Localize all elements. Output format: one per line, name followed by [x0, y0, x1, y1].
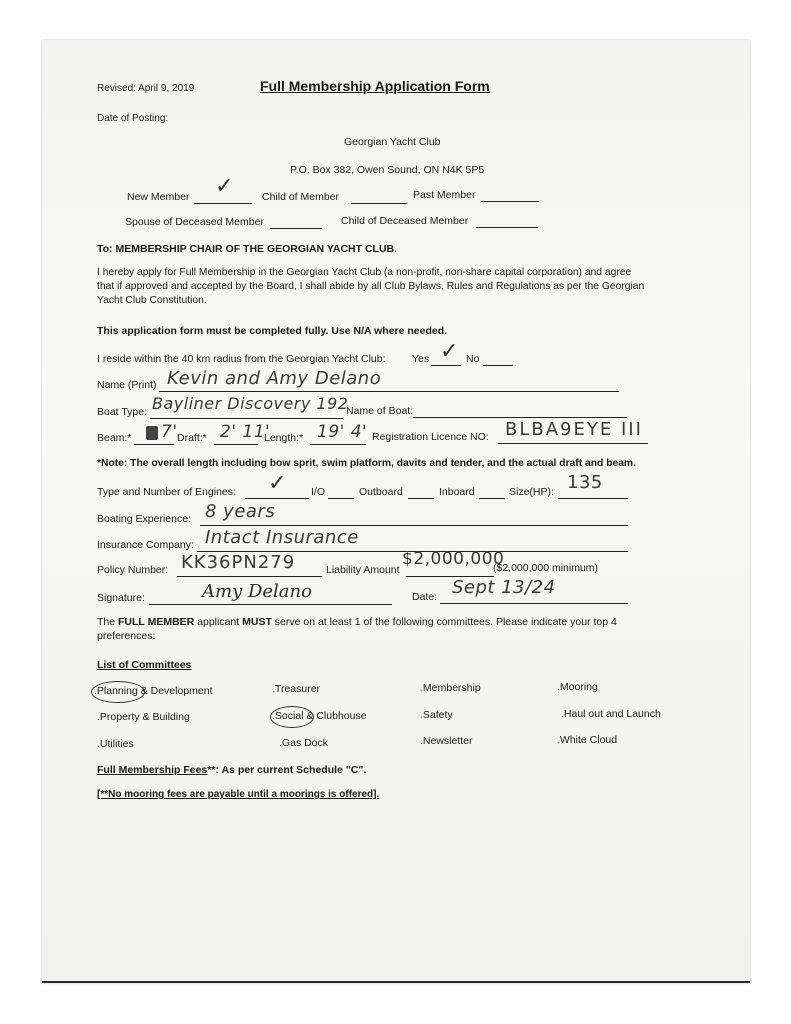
boat-type-value: Bayliner Discovery 192 [152, 394, 349, 413]
length-note: *Note: The overall length including bow sprit, swim platform, davits and tender, and the actual draft and beam. [97, 458, 636, 469]
signature-label: Signature: [97, 592, 145, 604]
engine-inboard-field[interactable] [479, 498, 505, 499]
boat-type-label: Boat Type: [97, 406, 148, 418]
committee-safety[interactable]: .Safety [420, 709, 453, 721]
child-of-deceased-field[interactable] [476, 227, 538, 228]
child-of-member-label: Child of Member [262, 191, 340, 203]
reside-no-label: No [466, 353, 480, 365]
policy-value: KK36PN279 [181, 552, 296, 573]
committee-newsletter[interactable]: .Newsletter [420, 735, 473, 747]
registration-value: BLBA9EYE III [505, 419, 643, 440]
length-value: 19' 4' [317, 422, 368, 442]
draft-value: 2' 11' [220, 422, 271, 442]
past-member-field[interactable] [481, 201, 539, 202]
club-name: Georgian Yacht Club [344, 136, 441, 148]
new-member-check-icon: ✓ [215, 173, 234, 198]
fees-line: Full Membership Fees**: As per current Schedule "C". [97, 764, 367, 776]
policy-label: Policy Number: [97, 564, 169, 576]
name-label: Name (Print) [97, 379, 157, 391]
form-title: Full Membership Application Form [260, 78, 490, 94]
intro-line-2: that if approved and accepted by the Board, I shall abide by all Club Bylaws, Rules and Regulations as per the Georgian [97, 281, 645, 292]
engine-size-value: 135 [567, 472, 603, 493]
experience-label: Boating Experience: [97, 513, 191, 525]
intro-line-1: I hereby apply for Full Membership in the Georgian Yacht Club (a non-profit, non-share capital corporation) and agree [97, 267, 632, 278]
engine-size-label: Size(HP): [509, 486, 554, 498]
new-member-label: New Member [127, 191, 190, 203]
signature-field[interactable] [149, 604, 392, 605]
committee-intro-line-2: preferences: [97, 630, 156, 642]
beam-value: 7' [161, 422, 178, 442]
committee-social[interactable]: .Social & Clubhouse [272, 710, 367, 722]
engines-check-icon: ✓ [268, 470, 287, 495]
committee-membership[interactable]: .Membership [420, 682, 481, 694]
engine-outboard-label: Outboard [359, 486, 403, 498]
policy-field[interactable] [177, 576, 322, 577]
draft-field[interactable] [214, 444, 258, 445]
liability-minimum: ($2,000,000 minimum) [493, 562, 599, 574]
beam-field[interactable] [134, 444, 174, 445]
length-field[interactable] [310, 444, 366, 445]
engines-label: Type and Number of Engines: [97, 486, 236, 498]
committee-property[interactable]: .Property & Building [97, 711, 190, 723]
committee-treasurer[interactable]: .Treasurer [272, 683, 321, 695]
engine-io-label: I/O [311, 486, 326, 498]
to-line: To: MEMBERSHIP CHAIR OF THE GEORGIAN YACHT CLUB. [97, 243, 398, 255]
engine-outboard-field[interactable] [408, 498, 434, 499]
name-field[interactable] [159, 391, 619, 392]
reside-label: I reside within the 40 km radius from the Georgian Yacht Club: [97, 353, 386, 365]
length-label: Length:* [264, 432, 304, 444]
boat-type-field[interactable] [150, 418, 343, 419]
spouse-of-deceased-field[interactable] [270, 228, 322, 229]
registration-field[interactable] [498, 443, 648, 444]
past-member-label: Past Member [413, 189, 476, 201]
reside-yes-field[interactable] [431, 365, 461, 366]
boat-name-label: Name of Boat: [346, 405, 414, 417]
name-value: Kevin and Amy Delano [167, 368, 382, 389]
new-member-field[interactable] [194, 203, 252, 204]
completion-note: This application form must be completed fully. Use N/A where needed. [97, 325, 448, 337]
insurance-value: Intact Insurance [205, 527, 359, 548]
engine-inboard-label: Inboard [439, 486, 475, 498]
scribble-mark [146, 426, 158, 440]
liability-value: $2,000,000 [402, 549, 505, 569]
committee-haul-out[interactable]: .Haul out and Launch [561, 708, 661, 720]
insurance-label: Insurance Company: [97, 539, 194, 551]
registration-label: Registration Licence NO: [372, 431, 489, 443]
committee-planning[interactable]: .Planning & Development [94, 685, 213, 697]
mooring-note: [**No mooring fees are payable until a moorings is offered]. [97, 789, 380, 800]
intro-line-3: Yacht Club Constitution. [97, 295, 207, 306]
spouse-of-deceased-label: Spouse of Deceased Member [125, 216, 264, 228]
engines-type-field[interactable] [245, 498, 309, 499]
revised-date: Revised: April 9, 2019 [97, 83, 195, 94]
date-of-posting-label: Date of Posting: [97, 113, 169, 124]
club-address: P.O. Box 382, Owen Sound, ON N4K 5P5 [290, 164, 485, 176]
experience-field[interactable] [200, 525, 628, 526]
committee-mooring[interactable]: .Mooring [557, 681, 598, 693]
form-page [42, 40, 750, 983]
beam-label: Beam:* [97, 432, 132, 444]
committee-white-cloud[interactable]: .White Cloud [557, 734, 618, 746]
committee-intro-line-1: The FULL MEMBER applicant MUST serve on at least 1 of the following committees. Please indicate your top 4 [97, 616, 617, 628]
child-of-member-field[interactable] [351, 203, 407, 204]
reside-yes-label: Yes [412, 353, 430, 365]
committee-gas-dock[interactable]: .Gas Dock [279, 737, 329, 749]
engine-io-field[interactable] [328, 498, 354, 499]
reside-no-field[interactable] [483, 365, 513, 366]
draft-label: Draft:* [177, 432, 207, 444]
experience-value: 8 years [205, 501, 276, 522]
committees-heading: List of Committees [97, 659, 192, 671]
child-of-deceased-label: Child of Deceased Member [341, 215, 469, 227]
reside-yes-check-icon: ✓ [440, 338, 459, 363]
committee-utilities[interactable]: .Utilities [97, 738, 134, 750]
date-value: Sept 13/24 [452, 577, 556, 598]
boat-name-field[interactable] [413, 417, 627, 418]
date-field[interactable] [440, 603, 628, 604]
signature-image: Amy Delano [202, 581, 312, 602]
liability-label: Liability Amount [326, 564, 400, 576]
date-label: Date: [412, 591, 438, 603]
engine-size-field[interactable] [558, 498, 628, 499]
